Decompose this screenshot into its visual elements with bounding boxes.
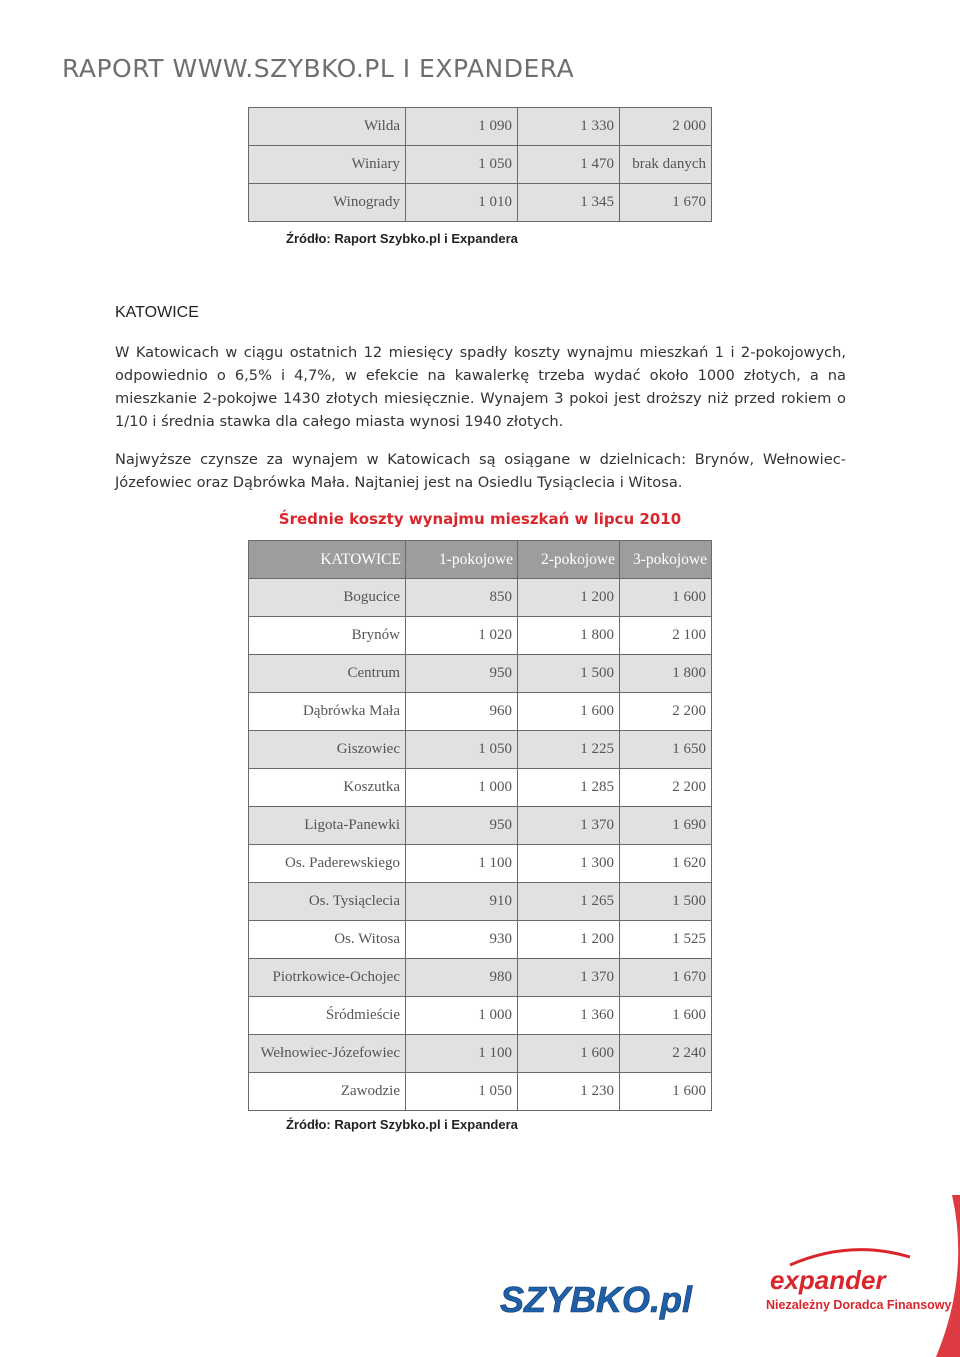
table-row bbox=[249, 883, 712, 921]
price-cell: 1 600 bbox=[620, 579, 712, 617]
expander-logo-text: expander bbox=[770, 1265, 886, 1295]
district-cell: Wełnowiec-Józefowiec bbox=[249, 1035, 406, 1073]
table-row bbox=[249, 108, 712, 146]
district-cell: Zawodzie bbox=[249, 1073, 406, 1111]
section-heading: KATOWICE bbox=[115, 304, 199, 321]
table-row bbox=[249, 655, 712, 693]
price-cell: 1 670 bbox=[620, 959, 712, 997]
price-cell: 1 200 bbox=[518, 921, 620, 959]
district-cell: Os. Paderewskiego bbox=[249, 845, 406, 883]
price-cell: 1 690 bbox=[620, 807, 712, 845]
price-cell: 1 600 bbox=[518, 693, 620, 731]
price-cell: 1 050 bbox=[406, 1073, 518, 1111]
district-cell: Bogucice bbox=[249, 579, 406, 617]
table-row bbox=[249, 769, 712, 807]
price-cell: 1 600 bbox=[620, 997, 712, 1035]
district-table-top bbox=[248, 107, 712, 222]
katowice-rent-table bbox=[248, 540, 712, 1111]
table-row bbox=[249, 184, 712, 222]
table-caption: Średnie koszty wynajmu mieszkań w lipcu 2010 bbox=[278, 510, 682, 528]
price-cell: 1 500 bbox=[620, 883, 712, 921]
price-cell: 1 100 bbox=[406, 845, 518, 883]
column-header: 1-pokojowe bbox=[406, 541, 518, 579]
price-cell: 1 010 bbox=[406, 184, 518, 222]
price-cell: 1 370 bbox=[518, 807, 620, 845]
price-cell: 1 800 bbox=[620, 655, 712, 693]
column-header: 3-pokojowe bbox=[620, 541, 712, 579]
price-cell: 1 500 bbox=[518, 655, 620, 693]
district-cell: Piotrkowice-Ochojec bbox=[249, 959, 406, 997]
table-row bbox=[249, 845, 712, 883]
price-cell: 1 000 bbox=[406, 769, 518, 807]
price-cell: 960 bbox=[406, 693, 518, 731]
price-cell: 1 330 bbox=[518, 108, 620, 146]
table-row bbox=[249, 921, 712, 959]
price-cell: 1 000 bbox=[406, 997, 518, 1035]
price-cell: 1 670 bbox=[620, 184, 712, 222]
price-cell: 2 100 bbox=[620, 617, 712, 655]
price-cell: 1 300 bbox=[518, 845, 620, 883]
table-header-row bbox=[249, 541, 712, 579]
price-cell: 1 470 bbox=[518, 146, 620, 184]
expander-tagline: Niezależny Doradca Finansowy bbox=[766, 1298, 952, 1312]
price-cell: 1 225 bbox=[518, 731, 620, 769]
decorative-swoosh bbox=[900, 1195, 960, 1357]
table-row bbox=[249, 997, 712, 1035]
price-cell: 1 200 bbox=[518, 579, 620, 617]
district-cell: Os. Tysiąclecia bbox=[249, 883, 406, 921]
price-cell: 1 285 bbox=[518, 769, 620, 807]
table-row bbox=[249, 693, 712, 731]
district-cell: Ligota-Panewki bbox=[249, 807, 406, 845]
price-cell: 2 240 bbox=[620, 1035, 712, 1073]
price-cell: 1 650 bbox=[620, 731, 712, 769]
price-cell: 2 200 bbox=[620, 769, 712, 807]
szybko-logo bbox=[496, 1274, 716, 1324]
district-cell: Koszutka bbox=[249, 769, 406, 807]
price-cell: 1 800 bbox=[518, 617, 620, 655]
table-row bbox=[249, 1035, 712, 1073]
price-cell: 2 000 bbox=[620, 108, 712, 146]
district-cell: Os. Witosa bbox=[249, 921, 406, 959]
table-row bbox=[249, 1073, 712, 1111]
price-cell: 1 090 bbox=[406, 108, 518, 146]
price-cell: 1 050 bbox=[406, 146, 518, 184]
price-cell: 1 360 bbox=[518, 997, 620, 1035]
price-cell: 1 600 bbox=[620, 1073, 712, 1111]
szybko-logo-text: SZYBKO.pl bbox=[500, 1279, 693, 1320]
table-row bbox=[249, 579, 712, 617]
expander-arc bbox=[790, 1250, 910, 1265]
district-cell: Giszowiec bbox=[249, 731, 406, 769]
district-cell: Winogrady bbox=[249, 184, 406, 222]
district-cell: Centrum bbox=[249, 655, 406, 693]
price-cell: 1 525 bbox=[620, 921, 712, 959]
price-cell: 950 bbox=[406, 655, 518, 693]
price-cell: 930 bbox=[406, 921, 518, 959]
body-paragraph: Najwyższe czynsze za wynajem w Katowicach są osiągane w dzielnicach: Brynów, Wełnowiec-Józefowiec oraz Dąbrówka Mała. Najtaniej jest na Osiedlu Tysiąclecia i Witosa. bbox=[115, 451, 846, 491]
price-cell: 980 bbox=[406, 959, 518, 997]
table-source-note: Źródło: Raport Szybko.pl i Expandera bbox=[286, 231, 518, 246]
table-row bbox=[249, 807, 712, 845]
table-source-note: Źródło: Raport Szybko.pl i Expandera bbox=[286, 1117, 518, 1132]
district-cell: Śródmieście bbox=[249, 997, 406, 1035]
body-paragraph: W Katowicach w ciągu ostatnich 12 miesięcy spadły koszty wynajmu mieszkań 1 i 2-pokojowych, odpowiednio o 6,5% i 4,7%, w efekcie na kawalerkę trzeba wydać około 1000 złotych, a na mieszkanie 2-pokojwe 1430 złotych miesięcznie. Wynajem 3 pokoi jest droższy niż przed rokiem o 1/10 i średnia stawka dla całego miasta wynosi 1940 złotych. bbox=[115, 344, 846, 430]
price-cell: 1 050 bbox=[406, 731, 518, 769]
price-cell: 1 100 bbox=[406, 1035, 518, 1073]
price-cell: brak danych bbox=[620, 146, 712, 184]
table-row bbox=[249, 617, 712, 655]
price-cell: 1 370 bbox=[518, 959, 620, 997]
table-row bbox=[249, 959, 712, 997]
table-row bbox=[249, 731, 712, 769]
column-header: 2-pokojowe bbox=[518, 541, 620, 579]
district-cell: Brynów bbox=[249, 617, 406, 655]
district-cell: Dąbrówka Mała bbox=[249, 693, 406, 731]
price-cell: 910 bbox=[406, 883, 518, 921]
price-cell: 1 020 bbox=[406, 617, 518, 655]
price-cell: 2 200 bbox=[620, 693, 712, 731]
price-cell: 1 620 bbox=[620, 845, 712, 883]
table-row bbox=[249, 146, 712, 184]
price-cell: 1 345 bbox=[518, 184, 620, 222]
price-cell: 1 230 bbox=[518, 1073, 620, 1111]
price-cell: 1 265 bbox=[518, 883, 620, 921]
district-cell: Winiary bbox=[249, 146, 406, 184]
report-title: RAPORT WWW.SZYBKO.PL I EXPANDERA bbox=[62, 54, 575, 83]
district-cell: Wilda bbox=[249, 108, 406, 146]
column-header: KATOWICE bbox=[249, 541, 406, 579]
price-cell: 950 bbox=[406, 807, 518, 845]
price-cell: 1 600 bbox=[518, 1035, 620, 1073]
price-cell: 850 bbox=[406, 579, 518, 617]
